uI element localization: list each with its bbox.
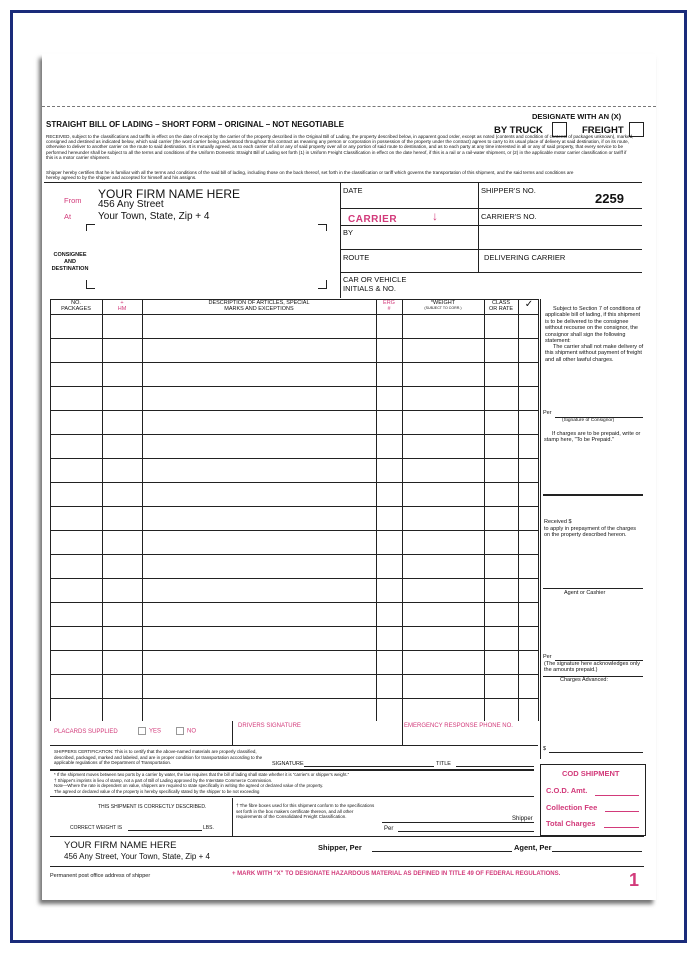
col-desc-line1: DESCRIPTION OF ARTICLES, SPECIAL (208, 300, 310, 306)
correct-weight-label: CORRECT WEIGHT IS (70, 825, 123, 831)
emergency-phone-label: EMERGENCY RESPONSE PHONE NO. (404, 723, 513, 729)
shipper-label: Shipper (512, 816, 533, 822)
table-row[interactable] (50, 506, 538, 507)
table-row[interactable] (50, 578, 538, 579)
col-hm-header (102, 300, 142, 313)
by-truck-label: BY TRUCK (494, 125, 543, 136)
bill-of-lading-form (42, 54, 656, 900)
received-dollar: Received $ (544, 519, 572, 525)
col-no-header (50, 300, 102, 313)
col-hm-mark: + (120, 300, 124, 306)
carriers-no-label: CARRIER'S NO. (481, 212, 537, 221)
car-vehicle-label: CAR OR VEHICLE (343, 275, 407, 284)
table-row[interactable] (50, 410, 538, 411)
field-rule-1 (340, 208, 642, 209)
per3-line (398, 831, 534, 832)
note-1: * If the shipment moves between two ports by a carrier by water, the law requires that the bill of lading shall state whether it is "carrier's or shipper's weight." (54, 772, 350, 777)
agent-per-label: Agent, Per (514, 843, 552, 852)
placards-no[interactable] (176, 727, 196, 735)
dollar-line (549, 752, 643, 753)
no-checkbox[interactable] (176, 727, 184, 735)
fields-divider-2 (478, 182, 479, 272)
field-rule-4 (340, 272, 642, 273)
col-erg-hash: # (387, 306, 391, 313)
shippers-no-label: SHIPPER'S NO. (481, 186, 536, 195)
charges-advanced-label: Charges Advanced: (560, 677, 609, 683)
shipper-per-label: Shipper, Per (318, 843, 362, 852)
col-weight-text: *WEIGHT (430, 300, 456, 306)
notes-rule (50, 796, 534, 797)
yes-label: YES (149, 728, 162, 735)
signature-label: SIGNATURE (272, 761, 304, 767)
cod-shipment-label: COD SHIPMENT (562, 769, 620, 778)
footer-top-rule (50, 836, 644, 837)
table-row[interactable] (50, 626, 538, 627)
designate-label: DESIGNATE WITH AN (X) (532, 112, 622, 121)
footer-bottom-rule (50, 866, 644, 867)
table-row[interactable] (50, 674, 538, 675)
section7-text: Subject to Section 7 of conditions of applicable bill of lading, if this shipment is to be delivered to the consignee without recourse on the consignor, the consignor shall sign the following statement: (545, 306, 641, 345)
field-rule-2 (340, 225, 642, 226)
title-label: TITLE (436, 761, 451, 767)
col-class-rate: OR RATE (488, 306, 514, 313)
hazmat-notice: + MARK WITH "X" TO DESIGNATE HAZARDOUS MATERIAL AS DEFINED IN TITLE 49 OF FEDERAL REGULATIONS. (232, 871, 561, 877)
check-icon: ✓ (524, 299, 534, 310)
col-erg-text: ERG (383, 300, 395, 306)
col-erg-header (376, 300, 402, 313)
table-col-divider (538, 299, 539, 721)
firm-city: Your Town, State, Zip + 4 (98, 211, 210, 222)
arrow-down-icon: ↓ (432, 209, 438, 223)
field-rule-3 (340, 249, 642, 250)
received-terms: RECEIVED, subject to the classifications and tariffs in effect on the date of receipt by the carrier of the property described in the Original Bill of Lading, the property described below, in apparent good order, except as noted (contents and condition of contents of packages unknown), marked, consigned and destined as indicated below, which said carrier (the word carrier being understood throughout this contract as meaning any person or corporation in possession of the property under the contract) agrees to carry to its usual place of delivery at said destination, if on its route, otherwise to deliver to another carrier on the route to said destination. It is mutually agreed, as to each carrier of all or any of said property over all or any portion of said route to destination, and as to each party at any time interested in all or any of said property, that every service to be performed hereunder shall be subject to all the terms and conditions of the Uniform Domestic Straight Bill of Lading set forth (1) in Uniform Freight Classification in effect on the date hereof, if this is a rail or a rail-water shipment, or (2) in the applicable motor carrier classification or tariff if this is a motor carrier shipment. (46, 134, 634, 160)
note-2: † Shipper's imprints in lieu of stamp, not a part of Bill of Lading approved by the Interstate Commerce Commission. (54, 777, 273, 783)
table-row[interactable] (50, 650, 538, 651)
per-label-2: Per (543, 654, 552, 660)
prepaid-text: If charges are to be prepaid, write or stamp here, "To be Prepaid." (544, 431, 641, 444)
date-label: DATE (343, 186, 363, 195)
apply-text: to apply in prepayment of the charges on the property described hereon. (544, 526, 637, 539)
fibre-text: † The fibre boxes used for this shipment conform to the specifications set forth in the box makers certificate thereon, and all other requirements of the Consolidated Freight Classification. (236, 803, 375, 820)
col-desc-line2: MARKS AND EXCEPTIONS (224, 306, 294, 313)
corner-mark-br (318, 280, 327, 289)
agent-per-line[interactable] (552, 851, 642, 852)
form-title: STRAIGHT BILL OF LADING – SHORT FORM – ORIGINAL – NOT NEGOTIABLE (46, 120, 344, 129)
col-hm-text: HM (117, 306, 127, 313)
col-no-text: NO. (71, 300, 81, 306)
correctly-described: THIS SHIPMENT IS CORRECTLY DESCRIBED. (98, 804, 207, 810)
route-label: ROUTE (343, 253, 370, 262)
per-label-3: Per (384, 826, 394, 832)
placards-divider-2 (402, 721, 403, 745)
total-charges-line[interactable] (604, 827, 639, 828)
collection-fee-line[interactable] (605, 811, 639, 812)
table-row[interactable] (50, 386, 538, 387)
col-class-header (484, 300, 518, 313)
by-label: BY (343, 228, 354, 237)
shippers-number: 2259 (595, 191, 624, 206)
placards-bottom-rule (50, 745, 538, 746)
yes-checkbox[interactable] (138, 727, 146, 735)
prepaid-stamp-line (543, 494, 643, 496)
agent-line (543, 588, 643, 589)
no-delivery-text: The carrier shall not make delivery of this shipment without payment of freight and all other lawful charges. (545, 344, 644, 363)
corner-mark-bl (86, 280, 95, 289)
side-panel-divider (540, 299, 541, 759)
placards-label: PLACARDS SUPPLIED (54, 729, 118, 735)
col-weight-header (402, 300, 484, 310)
fibre-divider (232, 798, 233, 836)
note-3: Note—Where the rate is dependent on value, shippers are required to state specifically in writing the agreed or declared value of the property. (54, 783, 324, 788)
table-row[interactable] (50, 482, 538, 483)
permanent-address-label: Permanent post office address of shipper (50, 873, 151, 879)
at-label: At (64, 212, 72, 221)
col-packages-text: PACKAGES (61, 306, 91, 313)
corner-mark-tr (318, 224, 327, 231)
ack-text: (The signature here acknowledges only the amounts prepaid.) (544, 661, 641, 674)
shipper-terms: Shipper hereby certifies that he is familiar with all the terms and conditions of the said bill of lading, including those on the back thereof, set forth in the classification or tariff which governs the transportation of this shipment, and the said terms and conditions are hereby agreed to by the shipper and accepted for himself and his assigns. (46, 170, 574, 181)
corner-mark-tl (86, 224, 95, 231)
table-row[interactable] (50, 554, 538, 555)
col-desc-header (142, 300, 376, 313)
title-line (456, 766, 534, 767)
table-row[interactable] (50, 698, 538, 699)
total-charges-label: Total Charges (546, 819, 596, 828)
no-label: NO (187, 728, 196, 735)
fields-divider (340, 182, 341, 298)
shipper-certification: SHIPPERS CERTIFICATION: This is to certify that the above-named materials are properly classified, described, packaged, marked and labeled, and are in proper condition for transportation according to the applicable regulations of the Department of Transportation. (54, 749, 263, 766)
table-row[interactable] (50, 362, 538, 363)
firm-name: YOUR FIRM NAME HERE (98, 187, 241, 201)
notes (54, 772, 534, 794)
footer-firm-address: 456 Any Street, Your Town, State, Zip + 4 (64, 852, 210, 861)
freight-label: FREIGHT (582, 125, 624, 136)
col-weight-sub: (SUBJECT TO CORR.) (424, 306, 462, 311)
drivers-signature-label: DRIVERS SIGNATURE (238, 723, 301, 729)
dollar-sign: $ (543, 746, 547, 752)
consignor-sig-caption: (Signature of Consignor) (562, 418, 615, 423)
from-label: From (64, 196, 82, 205)
collection-fee-label: Collection Fee (546, 803, 598, 812)
lbs-label: LBS. (203, 825, 214, 831)
initials-label: INITIALS & NO. (343, 284, 396, 293)
footer-firm-name: YOUR FIRM NAME HERE (64, 840, 177, 851)
page-number: 1 (629, 870, 640, 890)
signature-line (304, 766, 434, 767)
cert-rule (50, 769, 534, 771)
table-row[interactable] (50, 434, 538, 435)
table-row[interactable] (50, 530, 538, 531)
per-label-1: Per (543, 410, 552, 416)
correct-weight-line (128, 830, 202, 831)
header-rule (44, 182, 642, 183)
delivering-carrier-label: DELIVERING CARRIER (484, 253, 566, 262)
firm-street: 456 Any Street (98, 199, 164, 210)
table-row[interactable] (50, 458, 538, 459)
col-class-text: CLASS (491, 300, 511, 306)
table-header-rule (50, 314, 538, 315)
note-4: The agreed or declared value of the property is hereby specifically stated by the shipper to be not exceeding (54, 788, 260, 794)
table-row[interactable] (50, 338, 538, 339)
perforation-line (42, 106, 656, 107)
carrier-label: CARRIER (348, 214, 398, 225)
agent-cashier-label: Agent or Cashier (564, 590, 606, 596)
table-row[interactable] (50, 602, 538, 603)
consignee-label: CONSIGNEE AND DESTINATION (51, 252, 89, 272)
agent-per-pre-line[interactable] (450, 851, 512, 852)
cod-amt-line[interactable] (595, 795, 639, 796)
placards-yes[interactable] (138, 727, 161, 735)
placards-divider-1 (232, 721, 233, 745)
shipper-line (382, 822, 534, 823)
cod-amt-label: C.O.D. Amt. (546, 786, 588, 795)
